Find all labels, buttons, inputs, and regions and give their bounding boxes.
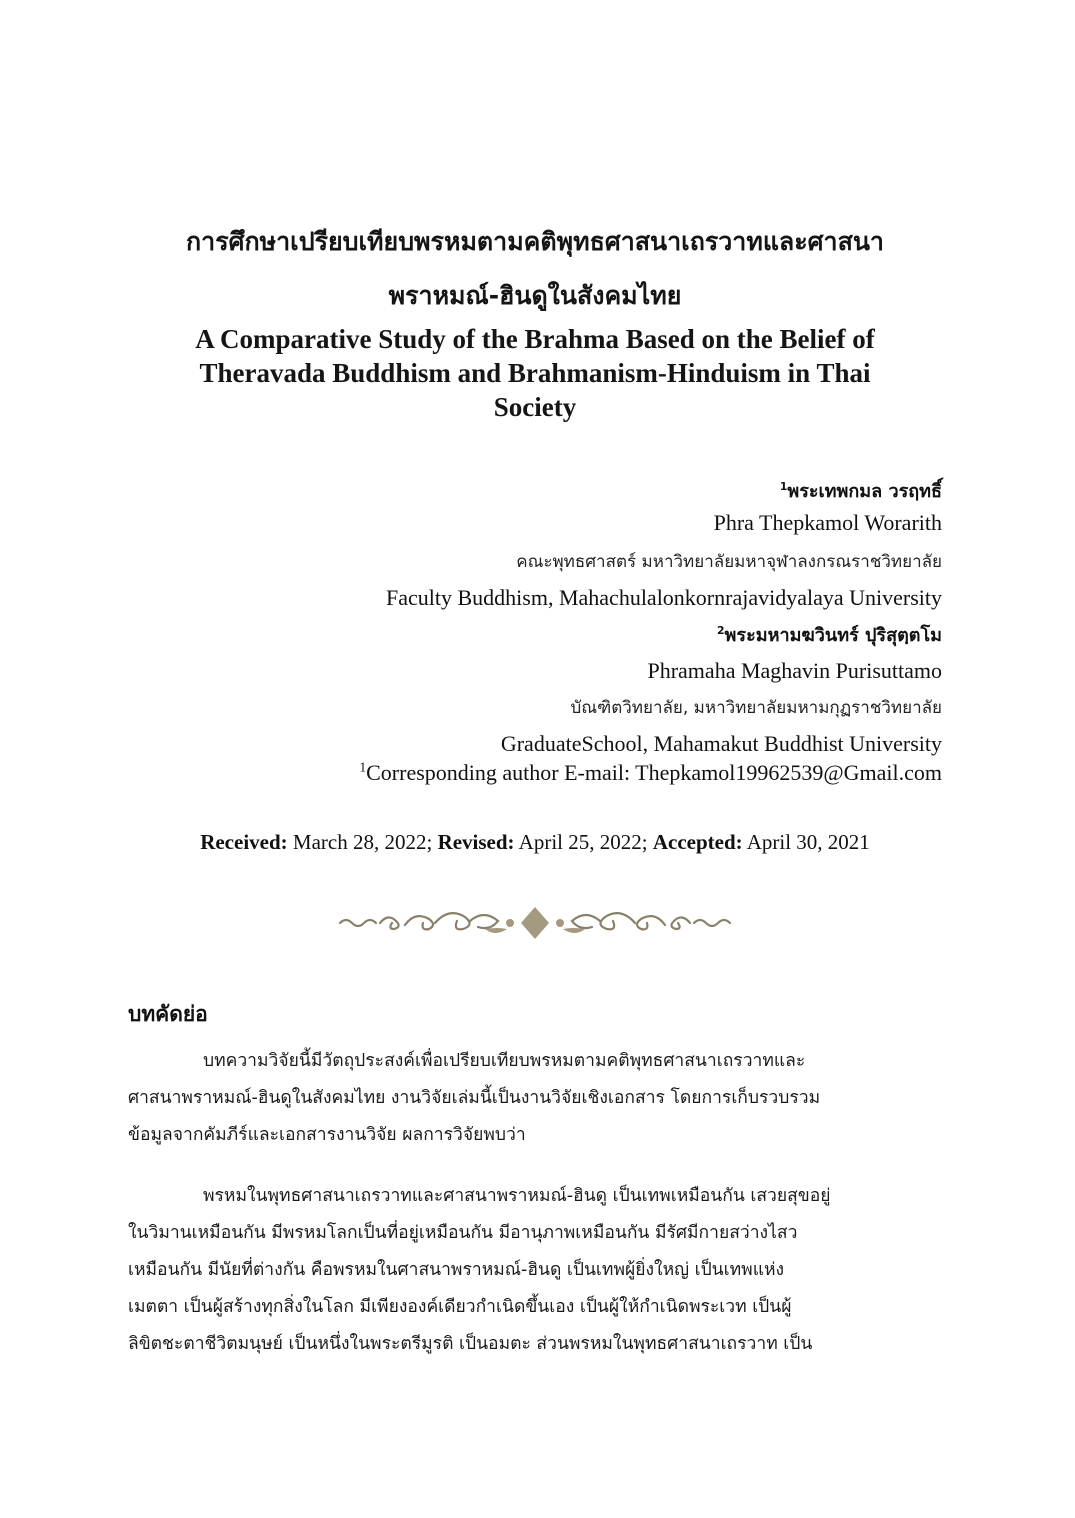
author-1-affiliation-thai: คณะพุทธศาสตร์ มหาวิทยาลัยมหาจุฬาลงกรณราชวิทยาลัย [516,552,942,572]
corresponding-text: Corresponding author E-mail: Thepkamol19962539@Gmail.com [366,760,942,785]
thai-title-line-2: พราหมณ์-ฮินดูในสังคมไทย [388,281,682,310]
author-1-thai-name [780,476,942,505]
author-2-superscript: 2 [717,624,725,637]
abstract-p1-line-1: บทความวิจัยนี้มีวัตถุประสงค์เพื่อเปรียบเทียบพรหมตามคติพุทธศาสนาเถรวาทและ [203,1051,806,1071]
abstract-p2-line-1: พรหมในพุทธศาสนาเถรวาทและศาสนาพราหมณ์-ฮินดู เป็นเทพเหมือนกัน เสวยสุขอยู่ [203,1186,831,1206]
revised-label: Revised: [437,830,515,854]
author-2-affiliation-english: GraduateSchool, Mahamakut Buddhist University [500,731,942,756]
accepted-date: April 30, 2021 [746,830,870,854]
abstract-p1-line-2: ศาสนาพราหมณ์-ฮินดูในสังคมไทย งานวิจัยเล่มนี้เป็นงานวิจัยเชิงเอกสาร โดยการเก็บรวบรวม [128,1088,821,1108]
english-title-line-2: Theravada Buddhism and Brahmanism-Hinduism in Thai [199,358,871,388]
abstract-p2-line-4: เมตตา เป็นผู้สร้างทุกสิ่งในโลก มีเพียงองค์เดียวกำเนิดขึ้นเอง เป็นผู้ให้กำเนิดพระเวท เป็นผู้ [128,1297,792,1317]
corresponding-author-email [360,760,942,786]
received-date: March 28, 2022; [292,830,433,854]
author-1-superscript: 1 [779,480,788,493]
abstract-paragraph-2 [128,1178,943,1363]
thai-title-line-1: การศึกษาเปรียบเทียบพรหมตามคติพุทธศาสนาเถรวาทและศาสนา [186,227,884,256]
abstract-paragraph-1 [128,1043,943,1154]
abstract-p2-line-3: เหมือนกัน มีนัยที่ต่างกัน คือพรหมในศาสนาพราหมณ์-ฮินดู เป็นเทพผู้ยิ่งใหญ่ เป็นเทพแห่ง [128,1260,785,1280]
abstract-heading: บทคัดย่อ [128,1002,208,1026]
author-1-thai-text: พระเทพกมล วรฤทธิ์ [787,481,942,502]
submission-dates [100,830,970,855]
author-1-affiliation-english: Faculty Buddhism, Mahachulalonkornrajavidyalaya University [386,585,942,610]
author-1-english-name: Phra Thepkamol Worarith [713,510,942,535]
accepted-label: Accepted: [652,830,743,854]
abstract-p2-line-5: ลิขิตชะตาชีวิตมนุษย์ เป็นหนึ่งในพระตรีมูรติ เป็นอมตะ ส่วนพรหมในพุทธศาสนาเถรวาท เป็น [128,1334,813,1354]
received-label: Received: [200,830,288,854]
author-2-affiliation-thai: บัณฑิตวิทยาลัย, มหาวิทยาลัยมหามกุฏราชวิทยาลัย [570,698,942,718]
english-title-line-3: Society [493,392,577,422]
english-title-line-1: A Comparative Study of the Brahma Based on the Belief of [195,324,875,354]
revised-date: April 25, 2022; [518,830,648,854]
author-2-thai-name [717,620,942,649]
abstract-p1-line-3: ข้อมูลจากคัมภีร์และเอกสารงานวิจัย ผลการวิจัยพบว่า [128,1125,526,1145]
decorative-vine-ornament-icon [335,903,735,943]
author-2-english-name: Phramaha Maghavin Purisuttamo [647,658,942,683]
corresponding-superscript: 1 [359,759,367,775]
author-2-thai-text: พระมหามฆวินทร์ ปุริสุตฺตโม [724,625,942,646]
abstract-p2-line-2: ในวิมานเหมือนกัน มีพรหมโลกเป็นที่อยู่เหมือนกัน มีอานุภาพเหมือนกัน มีรัศมีกายสว่างไสว [128,1223,798,1243]
